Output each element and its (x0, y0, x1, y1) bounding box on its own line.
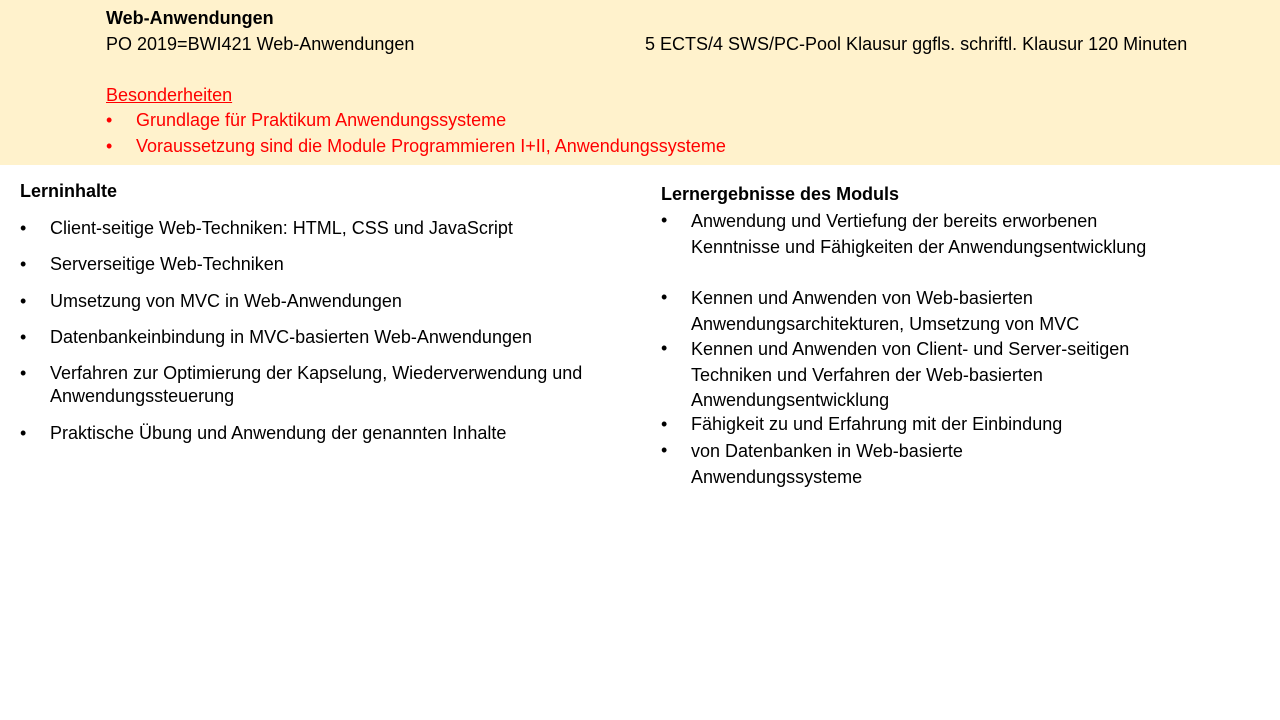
module-header (0, 0, 1280, 165)
special-heading: Besonderheiten (106, 85, 233, 105)
bullet-dot: • (20, 291, 27, 311)
content-item: Praktische Übung und Anwendung der genannten Inhalte (50, 423, 507, 443)
outcomes-heading: Lernergebnisse des Moduls (661, 184, 900, 204)
content-item: Client-seitige Web-Techniken: HTML, CSS und JavaScript (50, 218, 513, 238)
content-item: Verfahren zur Optimierung der Kapselung, Wiederverwendung und Anwendungssteuerung (50, 363, 583, 406)
po-line: PO 2019=BWI421 Web-Anwendungen (106, 34, 415, 54)
outcome-item: Fähigkeit zu und Erfahrung mit der Einbindung (691, 414, 1063, 434)
bullet-dot: • (20, 254, 27, 274)
credits-line: 5 ECTS/4 SWS/PC-Pool Klausur ggfls. schriftl. Klausur 120 Minuten (645, 34, 1188, 54)
outcome-item: Anwendung und Vertiefung der bereits erworbenen Kenntnisse und Fähigkeiten der Anwendungsentwicklung (691, 211, 1147, 257)
outcome-item: Kennen und Anwenden von Client- und Server-seitigen Techniken und Verfahren der Web-basierten Anwendungsentwicklung (691, 339, 1130, 410)
bullet-dot: • (661, 287, 668, 307)
bullet-dot: • (661, 440, 668, 460)
module-title: Web-Anwendungen (106, 8, 274, 28)
bullet-dot: • (20, 363, 27, 383)
special-item: Grundlage für Praktikum Anwendungssysteme (136, 110, 507, 130)
bullet-dot: • (106, 110, 113, 130)
outcome-item: Kennen und Anwenden von Web-basierten Anwendungsarchitekturen, Umsetzung von MVC (691, 288, 1080, 334)
content-heading: Lerninhalte (20, 181, 118, 201)
content-item: Serverseitige Web-Techniken (50, 254, 284, 274)
bullet-dot: • (106, 136, 113, 156)
bullet-dot: • (661, 338, 668, 358)
special-item: Voraussetzung sind die Module Programmieren I+II, Anwendungssysteme (136, 136, 726, 156)
bullet-dot: • (20, 423, 27, 443)
bullet-dot: • (661, 210, 668, 230)
bullet-dot: • (20, 218, 27, 238)
content-item: Datenbankeinbindung in MVC-basierten Web-Anwendungen (50, 327, 532, 347)
outcome-item: von Datenbanken in Web-basierte Anwendungssysteme (691, 441, 963, 487)
content-item: Umsetzung von MVC in Web-Anwendungen (50, 291, 402, 311)
bullet-dot: • (20, 327, 27, 347)
bullet-dot: • (661, 414, 668, 434)
